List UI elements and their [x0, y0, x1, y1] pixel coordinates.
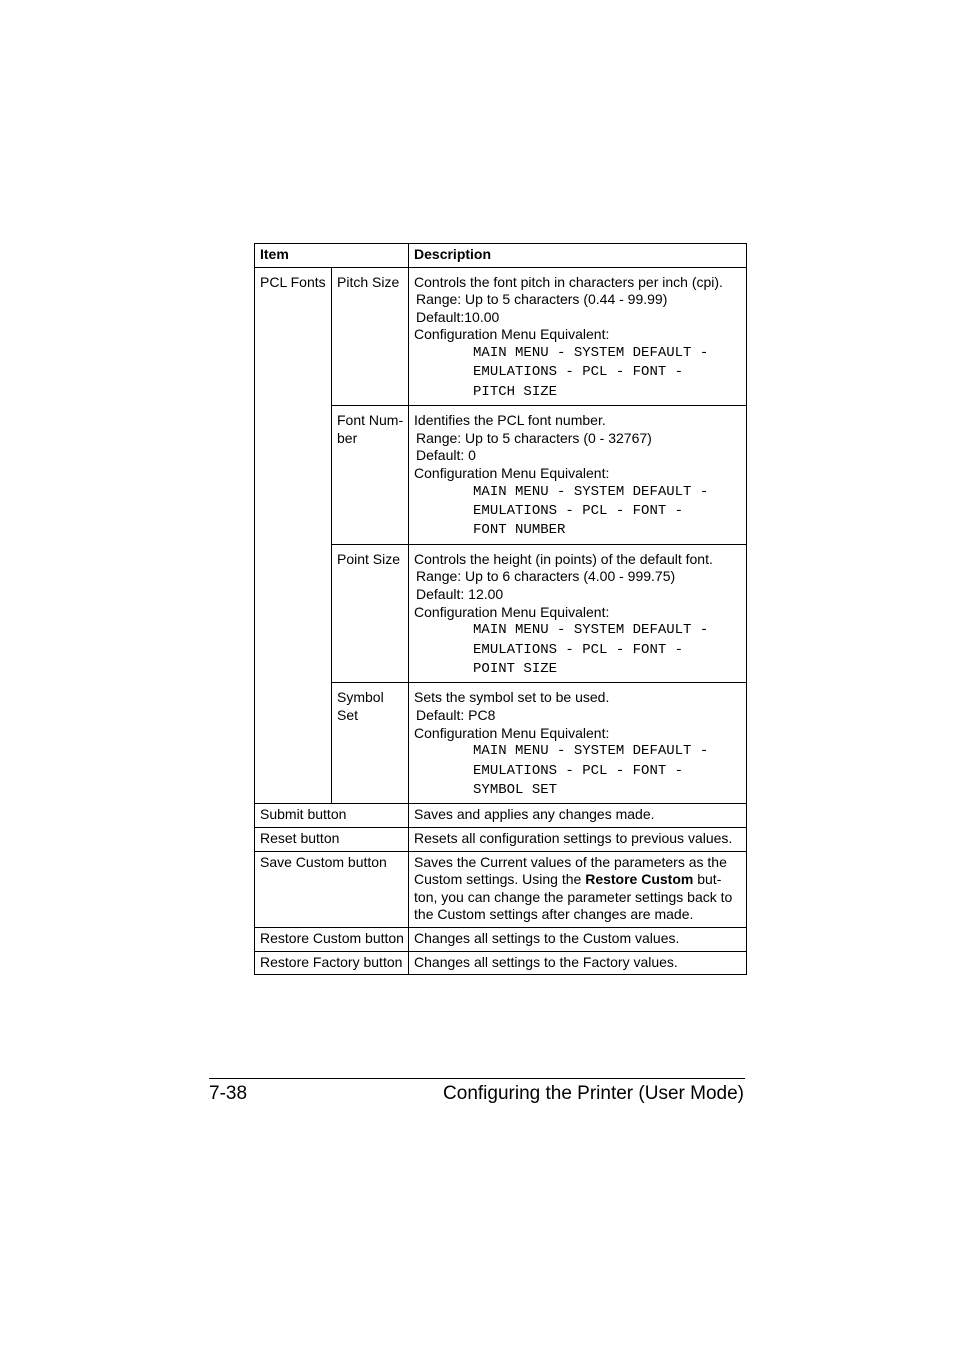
desc-text: Identifies the PCL font number.	[414, 412, 606, 429]
row-item-name: Submit button	[255, 804, 409, 828]
table-row	[255, 804, 747, 828]
page-number: 7-38	[209, 1083, 248, 1104]
range-text: Range: Up to 5 characters (0.44 - 99.99)	[416, 291, 668, 308]
desc-text: Sets the symbol set to be used.	[414, 689, 610, 706]
footer-divider	[209, 1078, 745, 1079]
row-item-name: Save Custom button	[255, 851, 409, 927]
table-row	[255, 851, 747, 927]
table-header-row	[255, 244, 747, 268]
row-description: Resets all configuration settings to previous values.	[409, 827, 747, 851]
menu-path-line: MAIN MENU - SYSTEM DEFAULT -	[473, 743, 709, 760]
equiv-label: Configuration Menu Equivalent:	[414, 464, 610, 481]
desc-line: ton, you can change the parameter settings back to	[414, 888, 733, 905]
menu-path-line: EMULATIONS - PCL - FONT -	[473, 762, 684, 779]
menu-path-line: EMULATIONS - PCL - FONT -	[473, 364, 684, 381]
row-item-name-line: Pitch Size	[337, 273, 400, 290]
default-text: Default:10.00	[416, 308, 500, 325]
header-item: Item	[255, 244, 409, 268]
menu-path-line: EMULATIONS - PCL - FONT -	[473, 502, 684, 519]
desc-line: Saves the Current values of the parameters as the	[414, 853, 727, 870]
row-item-name	[332, 683, 409, 804]
row-item-name: Restore Factory button	[255, 951, 409, 975]
row-description	[409, 267, 747, 406]
row-description	[409, 851, 747, 927]
menu-path-line: MAIN MENU - SYSTEM DEFAULT -	[473, 344, 709, 361]
row-item-name-line: Point Size	[337, 550, 401, 567]
menu-path-line: MAIN MENU - SYSTEM DEFAULT -	[473, 483, 709, 500]
desc-line	[414, 871, 742, 889]
row-item-name	[332, 544, 409, 683]
desc-text: Controls the font pitch in characters per inch (cpi).	[414, 273, 723, 290]
pcl-fonts-group-label: PCL Fonts	[255, 267, 332, 804]
restore-custom-emphasis: Restore Custom	[585, 871, 694, 888]
default-text: Default: 12.00	[416, 585, 504, 602]
row-item-name: Restore Custom button	[255, 927, 409, 951]
row-item-name-line: Symbol	[337, 689, 384, 706]
row-description: Saves and applies any changes made.	[409, 804, 747, 828]
menu-path-line: MAIN MENU - SYSTEM DEFAULT -	[473, 622, 709, 639]
row-description	[409, 406, 747, 545]
range-text: Range: Up to 5 characters (0 - 32767)	[416, 429, 652, 446]
default-text: Default: 0	[416, 447, 476, 464]
row-description: Changes all settings to the Factory values.	[409, 951, 747, 975]
row-description: Changes all settings to the Custom values.	[409, 927, 747, 951]
settings-table	[254, 243, 747, 975]
desc-text: Controls the height (in points) of the default font.	[414, 550, 713, 567]
table-row	[255, 951, 747, 975]
desc-line: the Custom settings after changes are made.	[414, 906, 694, 923]
row-item-name-line: Font Num-	[337, 412, 404, 429]
row-description	[409, 683, 747, 804]
row-item-name-line: ber	[337, 429, 358, 446]
table-row	[255, 927, 747, 951]
menu-path-line: EMULATIONS - PCL - FONT -	[473, 641, 684, 658]
row-item-name: Reset button	[255, 827, 409, 851]
row-item-name	[332, 406, 409, 545]
equiv-label: Configuration Menu Equivalent:	[414, 326, 610, 343]
row-item-name	[332, 267, 409, 406]
default-text: Default: PC8	[416, 706, 496, 723]
menu-path-line: PITCH SIZE	[473, 383, 558, 400]
equiv-label: Configuration Menu Equivalent:	[414, 724, 610, 741]
range-text: Range: Up to 6 characters (4.00 - 999.75)	[416, 568, 676, 585]
desc-text: but-	[693, 871, 722, 888]
menu-path-line: POINT SIZE	[473, 660, 558, 677]
row-item-name-line: Set	[337, 706, 359, 723]
menu-path-line: FONT NUMBER	[473, 522, 566, 539]
equiv-label: Configuration Menu Equivalent:	[414, 603, 610, 620]
row-description	[409, 544, 747, 683]
menu-path-line: SYMBOL SET	[473, 781, 558, 798]
desc-text: Custom settings. Using the	[414, 871, 586, 888]
table-row	[255, 827, 747, 851]
header-description: Description	[409, 244, 747, 268]
section-title: Configuring the Printer (User Mode)	[443, 1083, 744, 1104]
table-row	[255, 267, 747, 406]
